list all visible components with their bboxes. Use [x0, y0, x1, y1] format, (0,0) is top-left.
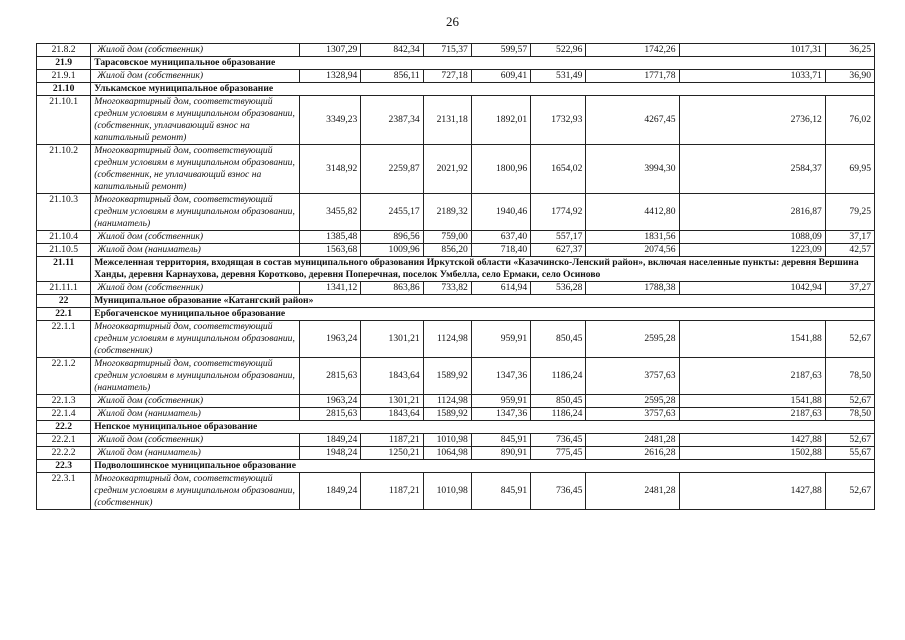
- row-code: 22.1.4: [37, 408, 91, 421]
- value-cell: 1788,38: [586, 282, 679, 295]
- value-cell: 2187,63: [679, 358, 825, 395]
- table-row: [37, 358, 875, 395]
- row-code: 21.10.4: [37, 231, 91, 244]
- value-cell: 627,37: [531, 244, 586, 257]
- value-cell: 959,91: [471, 395, 530, 408]
- section-row: [37, 421, 875, 434]
- row-code: 22.2.2: [37, 447, 91, 460]
- value-cell: 2815,63: [299, 408, 360, 421]
- value-cell: 1843,64: [361, 408, 423, 421]
- value-cell: 637,40: [471, 231, 530, 244]
- value-cell: 1124,98: [423, 395, 471, 408]
- value-cell: 1732,93: [531, 96, 586, 145]
- section-row: [37, 57, 875, 70]
- value-cell: 3757,63: [586, 408, 679, 421]
- value-cell: 522,96: [531, 44, 586, 57]
- value-cell: 1301,21: [361, 395, 423, 408]
- value-cell: 1541,88: [679, 395, 825, 408]
- table-row: [37, 434, 875, 447]
- value-cell: 1223,09: [679, 244, 825, 257]
- value-cell: 42,57: [825, 244, 874, 257]
- value-cell: 4412,80: [586, 194, 679, 231]
- value-cell: 536,28: [531, 282, 586, 295]
- row-name: Жилой дом (наниматель): [91, 244, 300, 257]
- row-code: 22: [37, 295, 91, 308]
- row-code: 21.10.3: [37, 194, 91, 231]
- row-code: 22.2: [37, 421, 91, 434]
- value-cell: 557,17: [531, 231, 586, 244]
- section-title: Тарасовское муниципальное образование: [91, 57, 875, 70]
- table-row: [37, 395, 875, 408]
- value-cell: 2131,18: [423, 96, 471, 145]
- value-cell: 959,91: [471, 321, 530, 358]
- value-cell: 1963,24: [299, 395, 360, 408]
- value-cell: 3148,92: [299, 145, 360, 194]
- value-cell: 1427,88: [679, 473, 825, 510]
- value-cell: 3349,23: [299, 96, 360, 145]
- value-cell: 2584,37: [679, 145, 825, 194]
- table-row: [37, 244, 875, 257]
- value-cell: 37,27: [825, 282, 874, 295]
- value-cell: 1948,24: [299, 447, 360, 460]
- value-cell: 609,41: [471, 70, 530, 83]
- value-cell: 1328,94: [299, 70, 360, 83]
- table-row: [37, 473, 875, 510]
- value-cell: 1186,24: [531, 408, 586, 421]
- value-cell: 863,86: [361, 282, 423, 295]
- value-cell: 718,40: [471, 244, 530, 257]
- value-cell: 2616,28: [586, 447, 679, 460]
- table-row: [37, 282, 875, 295]
- value-cell: 1124,98: [423, 321, 471, 358]
- table-row: [37, 408, 875, 421]
- row-name: Жилой дом (наниматель): [91, 447, 300, 460]
- section-title: Межселенная территория, входящая в состав муниципального образования Иркутской области «Казачинско-Ленский район», включая населенные пункты: деревня Вершина Ханды, деревня Карнаухова, деревня Коротково, деревня Поперечная, поселок Умбелла, село Ермаки, село Осиново: [91, 257, 875, 282]
- row-name: Многоквартирный дом, соответствующий средним условиям в муниципальном образовании, (наниматель): [91, 194, 300, 231]
- row-name: Многоквартирный дом, соответствующий средним условиям в муниципальном образовании, (собственник): [91, 321, 300, 358]
- value-cell: 1541,88: [679, 321, 825, 358]
- value-cell: 727,18: [423, 70, 471, 83]
- row-code: 21.9.1: [37, 70, 91, 83]
- row-name: Жилой дом (собственник): [91, 70, 300, 83]
- value-cell: 52,67: [825, 395, 874, 408]
- section-title: Подволошинское муниципальное образование: [91, 460, 875, 473]
- row-name: Многоквартирный дом, соответствующий средним условиям в муниципальном образовании, (собственник): [91, 473, 300, 510]
- table-row: [37, 96, 875, 145]
- value-cell: 1301,21: [361, 321, 423, 358]
- value-cell: 1849,24: [299, 434, 360, 447]
- value-cell: 2481,28: [586, 434, 679, 447]
- row-code: 22.1.2: [37, 358, 91, 395]
- row-name: Многоквартирный дом, соответствующий средним условиям в муниципальном образовании, (собственник, не уплачивающий взнос на капитальный ремонт): [91, 145, 300, 194]
- value-cell: 4267,45: [586, 96, 679, 145]
- value-cell: 52,67: [825, 434, 874, 447]
- value-cell: 69,95: [825, 145, 874, 194]
- row-code: 22.1.3: [37, 395, 91, 408]
- row-name: Жилой дом (собственник): [91, 434, 300, 447]
- value-cell: 1502,88: [679, 447, 825, 460]
- row-name: Многоквартирный дом, соответствующий средним условиям в муниципальном образовании, (собственник, уплачивающий взнос на капитальный ремонт): [91, 96, 300, 145]
- value-cell: 36,25: [825, 44, 874, 57]
- section-row: [37, 257, 875, 282]
- value-cell: 850,45: [531, 395, 586, 408]
- table-row: [37, 145, 875, 194]
- value-cell: 76,02: [825, 96, 874, 145]
- table-row: [37, 194, 875, 231]
- table-row: [37, 447, 875, 460]
- row-name: Жилой дом (собственник): [91, 395, 300, 408]
- row-code: 22.3: [37, 460, 91, 473]
- row-name: Жилой дом (собственник): [91, 231, 300, 244]
- row-code: 21.8.2: [37, 44, 91, 57]
- value-cell: 890,91: [471, 447, 530, 460]
- value-cell: 1064,98: [423, 447, 471, 460]
- value-cell: 614,94: [471, 282, 530, 295]
- value-cell: 2455,17: [361, 194, 423, 231]
- value-cell: 1742,26: [586, 44, 679, 57]
- value-cell: 1088,09: [679, 231, 825, 244]
- value-cell: 775,45: [531, 447, 586, 460]
- value-cell: 1307,29: [299, 44, 360, 57]
- value-cell: 842,34: [361, 44, 423, 57]
- value-cell: 1849,24: [299, 473, 360, 510]
- value-cell: 3994,30: [586, 145, 679, 194]
- value-cell: 850,45: [531, 321, 586, 358]
- value-cell: 856,20: [423, 244, 471, 257]
- value-cell: 2815,63: [299, 358, 360, 395]
- table-row: [37, 70, 875, 83]
- value-cell: 1800,96: [471, 145, 530, 194]
- value-cell: 845,91: [471, 434, 530, 447]
- value-cell: 896,56: [361, 231, 423, 244]
- value-cell: 1250,21: [361, 447, 423, 460]
- row-code: 21.9: [37, 57, 91, 70]
- value-cell: 1033,71: [679, 70, 825, 83]
- row-code: 21.10: [37, 83, 91, 96]
- value-cell: 1341,12: [299, 282, 360, 295]
- value-cell: 599,57: [471, 44, 530, 57]
- row-name: Жилой дом (собственник): [91, 282, 300, 295]
- value-cell: 2187,63: [679, 408, 825, 421]
- table-row: [37, 44, 875, 57]
- value-cell: 1963,24: [299, 321, 360, 358]
- row-code: 22.1.1: [37, 321, 91, 358]
- value-cell: 1187,21: [361, 473, 423, 510]
- row-code: 22.1: [37, 308, 91, 321]
- value-cell: 531,49: [531, 70, 586, 83]
- value-cell: 845,91: [471, 473, 530, 510]
- value-cell: 1427,88: [679, 434, 825, 447]
- value-cell: 1187,21: [361, 434, 423, 447]
- value-cell: 1010,98: [423, 434, 471, 447]
- value-cell: 1892,01: [471, 96, 530, 145]
- value-cell: 2816,87: [679, 194, 825, 231]
- value-cell: 78,50: [825, 358, 874, 395]
- value-cell: 1010,98: [423, 473, 471, 510]
- section-row: [37, 308, 875, 321]
- value-cell: 1347,36: [471, 358, 530, 395]
- value-cell: 1009,96: [361, 244, 423, 257]
- value-cell: 2595,28: [586, 321, 679, 358]
- row-code: 22.2.1: [37, 434, 91, 447]
- section-title: Непское муниципальное образование: [91, 421, 875, 434]
- value-cell: 733,82: [423, 282, 471, 295]
- row-name: Жилой дом (наниматель): [91, 408, 300, 421]
- page-number: 26: [446, 14, 459, 29]
- value-cell: 1385,48: [299, 231, 360, 244]
- section-row: [37, 295, 875, 308]
- value-cell: 3455,82: [299, 194, 360, 231]
- section-row: [37, 460, 875, 473]
- value-cell: 2074,56: [586, 244, 679, 257]
- value-cell: 1017,31: [679, 44, 825, 57]
- value-cell: 1940,46: [471, 194, 530, 231]
- value-cell: 79,25: [825, 194, 874, 231]
- section-title: Муниципальное образование «Катангский район»: [91, 295, 875, 308]
- value-cell: 1589,92: [423, 408, 471, 421]
- row-code: 21.11: [37, 257, 91, 282]
- tariff-table: [36, 43, 875, 510]
- value-cell: 2481,28: [586, 473, 679, 510]
- table-row: [37, 231, 875, 244]
- value-cell: 1186,24: [531, 358, 586, 395]
- value-cell: 1654,02: [531, 145, 586, 194]
- value-cell: 2387,34: [361, 96, 423, 145]
- value-cell: 2259,87: [361, 145, 423, 194]
- value-cell: 52,67: [825, 321, 874, 358]
- section-row: [37, 83, 875, 96]
- value-cell: 1589,92: [423, 358, 471, 395]
- row-code: 21.10.1: [37, 96, 91, 145]
- row-code: 22.3.1: [37, 473, 91, 510]
- value-cell: 856,11: [361, 70, 423, 83]
- row-code: 21.11.1: [37, 282, 91, 295]
- row-name: Жилой дом (собственник): [91, 44, 300, 57]
- value-cell: 1831,56: [586, 231, 679, 244]
- value-cell: 1843,64: [361, 358, 423, 395]
- table-row: [37, 321, 875, 358]
- value-cell: 1771,78: [586, 70, 679, 83]
- value-cell: 36,90: [825, 70, 874, 83]
- row-code: 21.10.2: [37, 145, 91, 194]
- row-code: 21.10.5: [37, 244, 91, 257]
- value-cell: 78,50: [825, 408, 874, 421]
- value-cell: 1347,36: [471, 408, 530, 421]
- section-title: Ербогаченское муниципальное образование: [91, 308, 875, 321]
- value-cell: 1563,68: [299, 244, 360, 257]
- value-cell: 52,67: [825, 473, 874, 510]
- value-cell: 736,45: [531, 473, 586, 510]
- value-cell: 1774,92: [531, 194, 586, 231]
- value-cell: 2595,28: [586, 395, 679, 408]
- value-cell: 2736,12: [679, 96, 825, 145]
- section-title: Улькамское муниципальное образование: [91, 83, 875, 96]
- value-cell: 759,00: [423, 231, 471, 244]
- value-cell: 715,37: [423, 44, 471, 57]
- value-cell: 736,45: [531, 434, 586, 447]
- value-cell: 37,17: [825, 231, 874, 244]
- value-cell: 55,67: [825, 447, 874, 460]
- table-body: [37, 44, 875, 510]
- value-cell: 3757,63: [586, 358, 679, 395]
- value-cell: 2189,32: [423, 194, 471, 231]
- value-cell: 2021,92: [423, 145, 471, 194]
- value-cell: 1042,94: [679, 282, 825, 295]
- row-name: Многоквартирный дом, соответствующий средним условиям в муниципальном образовании, (наниматель): [91, 358, 300, 395]
